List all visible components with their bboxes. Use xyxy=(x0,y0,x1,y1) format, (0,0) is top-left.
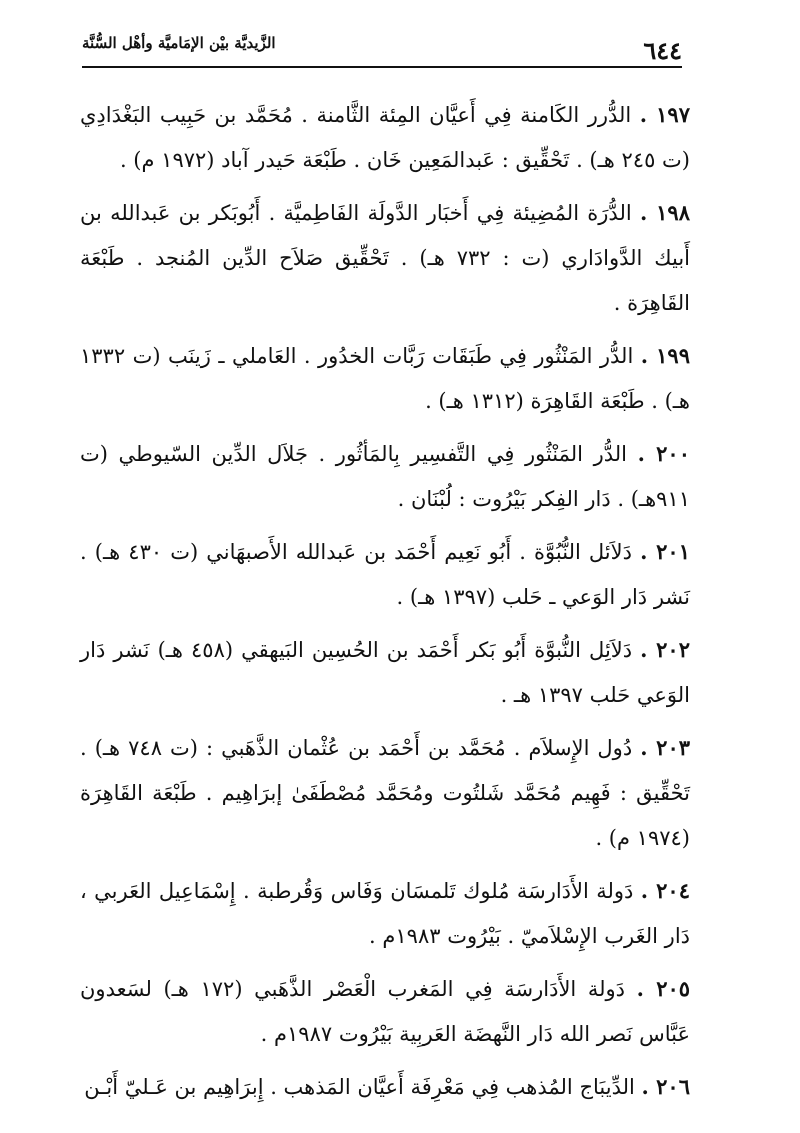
entry-number: ١٩٩ . xyxy=(640,343,690,368)
entry-text: الدُّرر الكَامنة فِي أَعيَّان المِئة الثَّامنة . مُحَمَّد بن حَبِيب البَغْدَادِي (ت ٢٤٥ هـ) . تَحْقِّيق : عَبدالمَعِين خَان . طَبْعَة حَيدر آباد (١٩٧٢ م) . xyxy=(80,103,690,172)
entry-number: ٢٠١ . xyxy=(640,539,690,564)
entry-text: الدُّر المَنْثُور فِي التَّفسِير بِالمَأثُور . جَلاَل الدِّين السّيوطي (ت ٩١١هـ) . دَار الفِكر بَيْرُوت : لُبْنَان . xyxy=(80,442,690,511)
entry-number: ٢٠٣ . xyxy=(640,735,691,760)
entry-text: دَلاَئل النُّبُوَّة . أَبُو نَعِيم أَحْمَد بن عَبدالله الأَصبهَاني (ت ٤٣٠ هـ) . نَشر دَار الوَعي ـ حَلب (١٣٩٧ هـ) . xyxy=(80,540,690,609)
entry-number: ٢٠٠ . xyxy=(637,441,690,466)
header-rule xyxy=(82,66,682,68)
entry-number: ١٩٨ . xyxy=(639,200,690,225)
entry-number: ٢٠٤ . xyxy=(640,878,690,903)
entry-number: ٢٠٥ . xyxy=(636,976,691,1001)
bibliography-entry xyxy=(80,431,690,522)
entry-number: ٢٠٢ . xyxy=(640,637,690,662)
page-number: ٦٤٤ xyxy=(643,36,682,65)
entry-text: دَولة الأَدَارسَة مُلوك تَلمسَان وَفَاس وَقُرطبة . إِسْمَاعِيل العَربي ، دَار الغَرب الإِسْلاَميّ . بَيْرُوت ١٩٨٣م . xyxy=(80,879,690,948)
bibliography-list xyxy=(80,92,690,1117)
entry-text: الدِّيبَاج المُذهب فِي مَعْرِفَة أَعيَّان المَذهب . إِبرَاهِيم بن عَـليّ أَبْـن xyxy=(84,1075,635,1099)
entry-text: دَولة الأَدَارسَة فِي المَغرب الْعَصْر الذَّهَبي (١٧٢ هـ) لسَعدون عَبَّاس نَصر الله دَار النَّهضَة العَربِية بَيْرُوت ١٩٨٧م . xyxy=(80,977,690,1046)
bibliography-entry xyxy=(80,333,690,424)
entry-number: ١٩٧ . xyxy=(639,102,690,127)
bibliography-entry xyxy=(80,966,690,1057)
bibliography-entry xyxy=(80,529,690,620)
entry-text: الدُّرَة المُضِيئة فِي أَخبَار الدَّولَة الفَاطِميَّة . أَبُوبَكر بن عَبدالله بن أَبيك الدَّوادَاري (ت : ٧٣٢ هـ) . تَحْقِّيق صَلاَح الدِّين المُنجد . طَبْعَة القَاهِرَة . xyxy=(80,201,691,315)
entry-text: دَلاَئِل النُّبوَّة أَبُو بَكر أَحْمَد بن الحُسِين البَيهقي (٤٥٨ هـ) نَشر دَار الوَعي حَلب ١٣٩٧ هـ . xyxy=(80,638,690,707)
running-title: الزَّيديَّة بيْن الإمَاميَّة وأهْل السُّنَّة xyxy=(82,34,276,52)
entry-text: الدُّر المَنْثُور فِي طَبَقَات رَبَّات الخدُور . العَاملي ـ زَينَب (ت ١٣٣٢ هـ) . طَبْعَة القَاهِرَة (١٣١٢ هـ) . xyxy=(80,344,690,413)
bibliography-entry xyxy=(80,190,690,326)
bibliography-entry xyxy=(80,868,690,959)
bibliography-entry xyxy=(80,725,690,861)
entry-number: ٢٠٦ . xyxy=(641,1074,690,1099)
bibliography-entry xyxy=(80,92,690,183)
entry-text: دُول الإِسلاَم . مُحَمَّد بن أَحْمَد بن عُثْمان الذَّهَبي : (ت ٧٤٨ هـ) . تَحْقِّيق : فَهِيم مُحَمَّد شَلتُوت ومُحَمَّد مُصْطَفَىٰ إبرَاهِيم . طَبْعَة القَاهِرَة (١٩٧٤ م) . xyxy=(80,736,690,850)
running-header xyxy=(82,30,682,66)
bibliography-entry xyxy=(80,1064,690,1110)
bibliography-entry xyxy=(80,627,690,718)
